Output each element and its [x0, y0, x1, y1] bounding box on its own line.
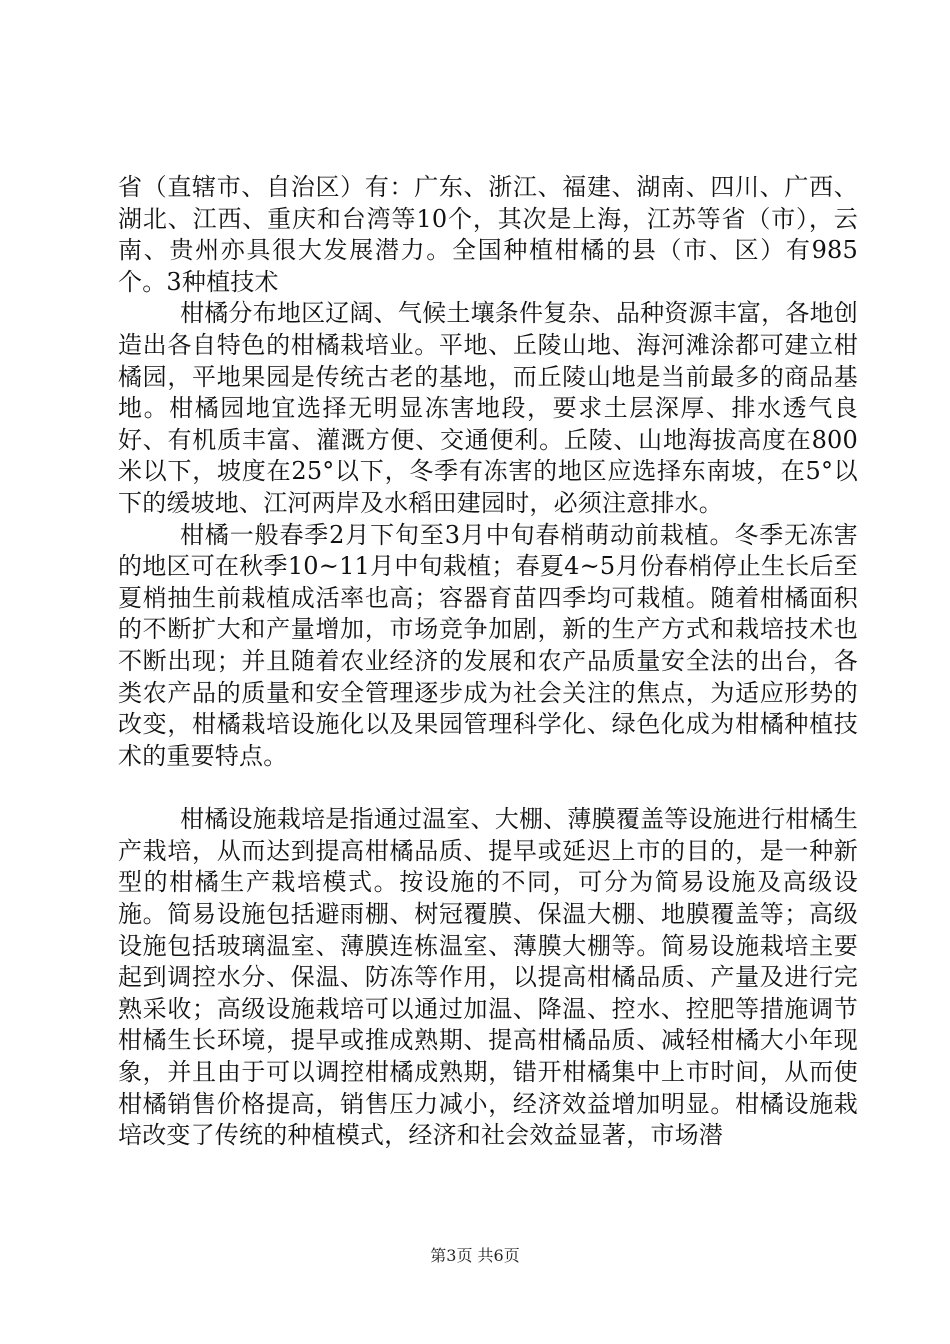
paragraph-2: 柑橘分布地区辽阔、气候土壤条件复杂、品种资源丰富，各地创造出各自特色的柑橘栽培业。平地、丘陵山地、海河滩涂都可建立柑橘园，平地果园是传统古老的基地，而丘陵山地是当前最多的商品基地。柑橘园地宜选择无明显冻害地段，要求土层深厚、排水透气良好、有机质丰富、灌溉方便、交通便利。丘陵、山地海拔高度在800米以下，坡度在25°以下，冬季有冻害的地区应选择东南坡，在5°以下的缓坡地、江河两岸及水稻田建园时，必须注意排水。: [118, 299, 858, 517]
paragraph-4: 柑橘设施栽培是指通过温室、大棚、薄膜覆盖等设施进行柑橘生产栽培，从而达到提高柑橘品质、提早或延迟上市的目的，是一种新型的柑橘生产栽培模式。按设施的不同，可分为简易设施及高级设施。简易设施包括避雨棚、树冠覆膜、保温大棚、地膜覆盖等；高级设施包括玻璃温室、薄膜连栋温室、薄膜大棚等。简易设施栽培主要起到调控水分、保温、防冻等作用，以提高柑橘品质、产量及进行完熟采收；高级设施栽培可以通过加温、降温、控水、控肥等措施调节柑橘生长环境，提早或推成熟期、提高柑橘品质、减轻柑橘大小年现象，并且由于可以调控柑橘成熟期，错开柑橘集中上市时间，从而使柑橘销售价格提高，销售压力减小，经济效益增加明显。柑橘设施栽培改变了传统的种植模式，经济和社会效益显著，市场潜: [118, 805, 858, 1150]
document-body: [118, 172, 858, 1152]
paragraph-1: 省（直辖市、自治区）有：广东、浙江、福建、湖南、四川、广西、湖北、江西、重庆和台湾等10个，其次是上海，江苏等省（市），云南、贵州亦具很大发展潜力。全国种植柑橘的县（市、区）有985个。3种植技术: [118, 173, 858, 296]
page-number-footer: 第3页 共6页: [430, 1246, 520, 1265]
paragraph-3: 柑橘一般春季2月下旬至3月中旬春梢萌动前栽植。冬季无冻害的地区可在秋季10~11月中旬栽植；春夏4~5月份春梢停止生长后至夏梢抽生前栽植成活率也高；容器育苗四季均可栽植。随着柑橘面积的不断扩大和产量增加，市场竞争加剧，新的生产方式和栽培技术也不断出现；并且随着农业经济的发展和农产品质量安全法的出台，各类农产品的质量和安全管理逐步成为社会关注的焦点，为适应形势的改变，柑橘栽培设施化以及果园管理科学化、绿色化成为柑橘种植技术的重要特点。: [118, 520, 858, 770]
paragraph-gap: [118, 772, 858, 804]
